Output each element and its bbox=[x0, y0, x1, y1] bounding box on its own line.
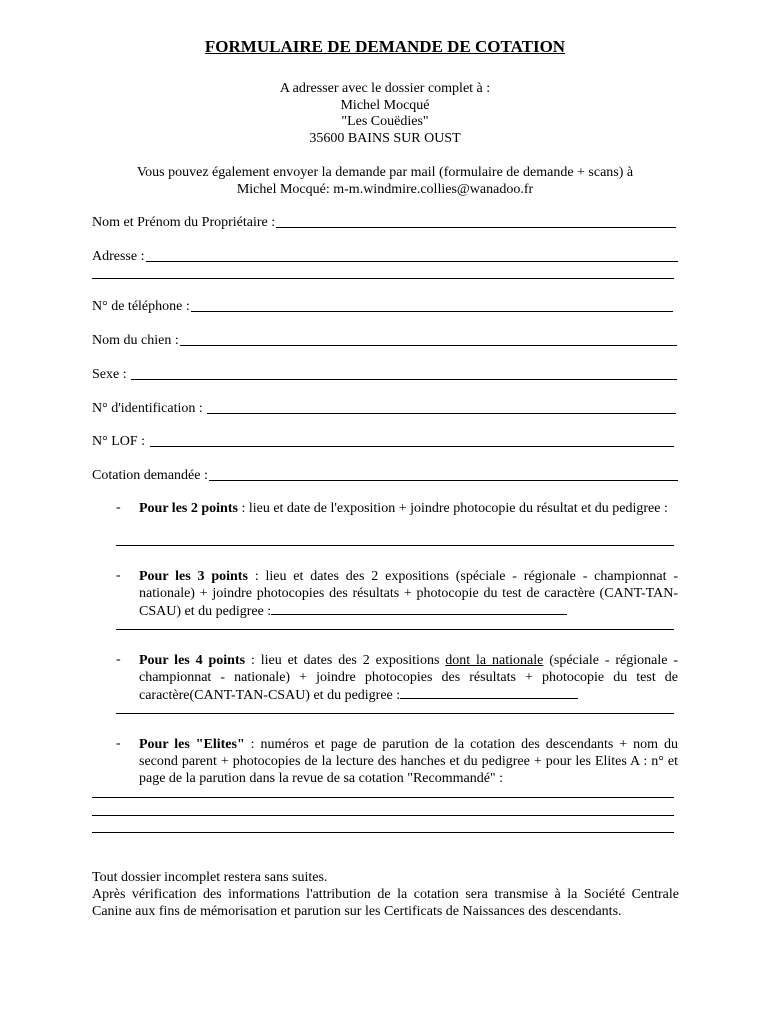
dog-name-line[interactable] bbox=[180, 345, 677, 346]
bullet-4-text1: : lieu et dates des 2 expositions bbox=[245, 653, 446, 668]
sex-line[interactable] bbox=[131, 379, 677, 380]
bullet-3-inline-line[interactable] bbox=[271, 602, 567, 615]
dog-name-field[interactable] bbox=[92, 332, 677, 349]
bullet-3-label: Pour les 3 points bbox=[139, 569, 248, 584]
mail-note-line2: Michel Mocqué: m-m.windmire.collies@wanadoo.fr bbox=[236, 182, 534, 197]
elites-answer-line-1[interactable] bbox=[92, 797, 674, 798]
bullet-marker-2: - bbox=[116, 500, 121, 515]
bullet-4-text2: (spéciale - régionale - championnat - nationale) + joindre photocopies des résultats + photocopie du test de caractère(CANT-TAN-CSAU) et du pedigree : bbox=[139, 653, 678, 703]
owner-label: Nom et Prénom du Propriétaire : bbox=[92, 215, 276, 230]
sex-label: Sexe : bbox=[92, 367, 131, 382]
address-name: Michel Mocqué bbox=[340, 98, 430, 113]
address-place: "Les Couëdies" bbox=[341, 114, 429, 129]
elites-answer-line-2[interactable] bbox=[92, 815, 674, 816]
bullet-2-points bbox=[139, 500, 678, 517]
address-intro: A adresser avec le dossier complet à : bbox=[279, 81, 491, 96]
bullet-3-answer-line[interactable] bbox=[116, 629, 674, 630]
bullet-marker-4: - bbox=[116, 652, 121, 667]
phone-field[interactable] bbox=[92, 298, 673, 315]
lof-field[interactable] bbox=[92, 433, 674, 450]
bullet-4-label: Pour les 4 points bbox=[139, 653, 246, 668]
phone-label: N° de téléphone : bbox=[92, 299, 190, 314]
owner-line[interactable] bbox=[276, 227, 676, 228]
bullet-marker-elites: - bbox=[116, 736, 121, 751]
bullet-marker-3: - bbox=[116, 568, 121, 583]
bullet-4-inline-line[interactable] bbox=[400, 686, 578, 699]
bullet-4-underlined: dont la nationale bbox=[445, 653, 544, 668]
identification-label: N° d'identification : bbox=[92, 401, 207, 416]
bullet-elites bbox=[139, 736, 678, 787]
bullet-elites-text: : numéros et page de parution de la cotation des descendants + nom du second parent + photocopies de la lecture des hanches et du pedigree + pour les Elites A : n° et page de la parution dans la revue de sa cotation "Recommandé" : bbox=[139, 737, 678, 786]
address-line[interactable] bbox=[146, 261, 679, 262]
bullet-3-text: : lieu et dates des 2 expositions (spéciale - régionale - championnat - nationale) + joindre photocopies des résultats + photocopie du test de caractère (CANT-TAN-CSAU) et du pedigree : bbox=[139, 569, 678, 619]
identification-field[interactable] bbox=[92, 400, 676, 417]
mail-note-line1: Vous pouvez également envoyer la demande par mail (formulaire de demande + scans) à bbox=[136, 165, 634, 180]
bullet-2-answer-line[interactable] bbox=[116, 545, 674, 546]
sex-field[interactable] bbox=[92, 366, 677, 383]
footer-paragraph: Après vérification des informations l'attribution de la cotation sera transmise à la Société Centrale Canine aux fins de mémorisation et parution sur les Certificats de Naissances des descendants. bbox=[92, 887, 679, 919]
address-line-2[interactable] bbox=[92, 278, 674, 279]
cotation-label: Cotation demandée : bbox=[92, 468, 208, 483]
bullet-2-text: : lieu et date de l'exposition + joindre photocopie du résultat et du pedigree : bbox=[237, 501, 668, 516]
address-city: 35600 BAINS SUR OUST bbox=[309, 131, 461, 146]
bullet-2-label: Pour les 2 points bbox=[139, 501, 238, 516]
cotation-line[interactable] bbox=[209, 480, 678, 481]
bullet-4-points bbox=[139, 652, 678, 704]
bullet-4-answer-line[interactable] bbox=[116, 713, 674, 714]
identification-line[interactable] bbox=[207, 413, 676, 414]
cotation-field[interactable] bbox=[92, 467, 678, 484]
dog-name-label: Nom du chien : bbox=[92, 333, 179, 348]
phone-line[interactable] bbox=[191, 311, 673, 312]
elites-answer-line-3[interactable] bbox=[92, 832, 674, 833]
page-title: FORMULAIRE DE DEMANDE DE COTATION bbox=[204, 37, 566, 56]
footer-incomplete: Tout dossier incomplet restera sans suites. bbox=[92, 870, 328, 885]
lof-label: N° LOF : bbox=[92, 434, 149, 449]
address-label: Adresse : bbox=[92, 249, 145, 264]
owner-field[interactable] bbox=[92, 214, 676, 231]
bullet-3-points bbox=[139, 568, 678, 620]
address-field[interactable] bbox=[92, 248, 678, 265]
bullet-elites-label: Pour les "Elites" bbox=[139, 737, 245, 752]
lof-line[interactable] bbox=[150, 446, 674, 447]
